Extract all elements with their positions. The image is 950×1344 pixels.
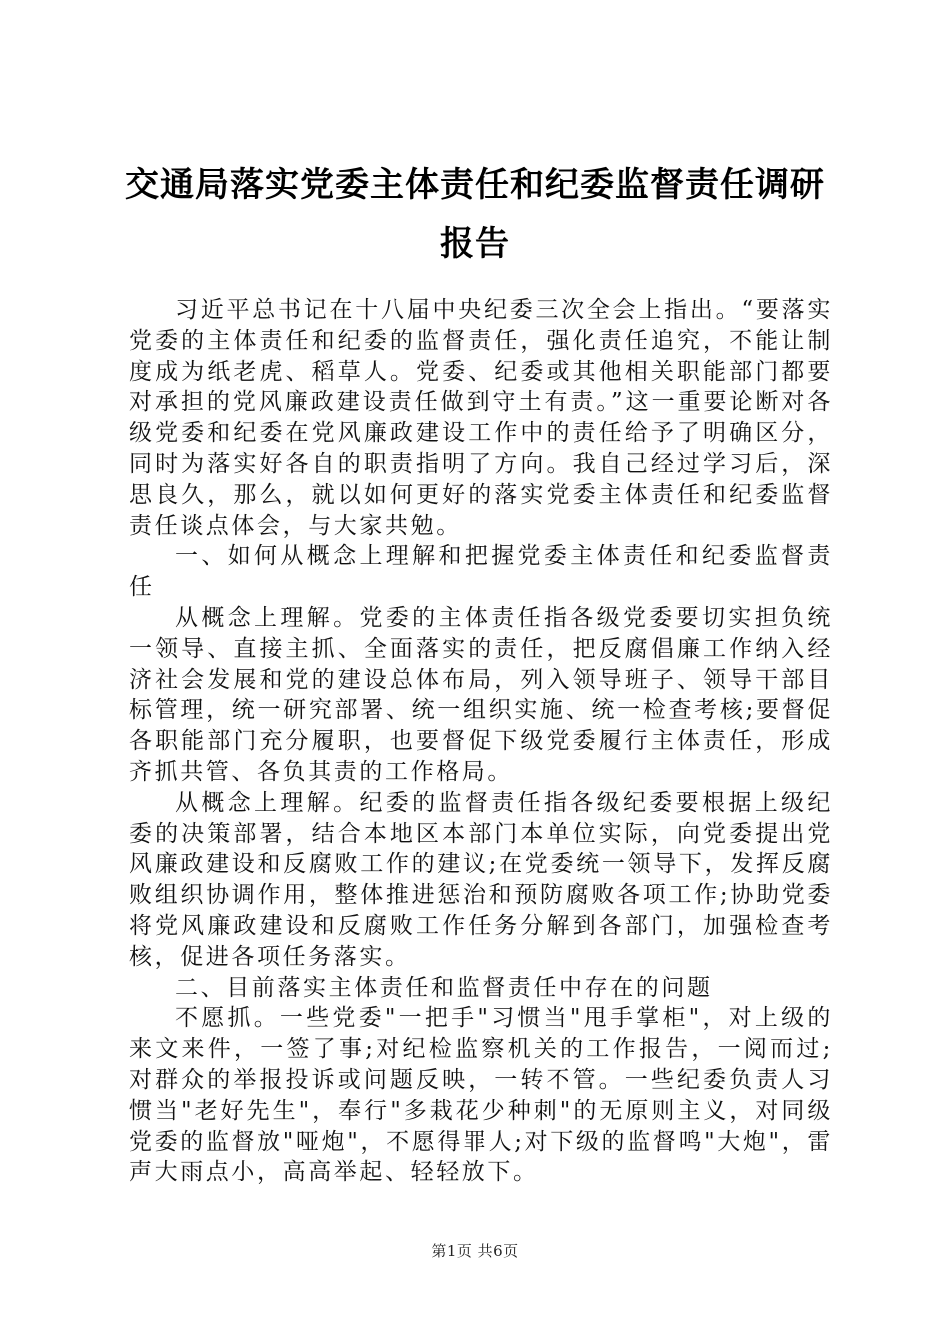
page-footer: 第1页 共6页: [431, 1242, 519, 1260]
document-title: 交通局落实党委主体责任和纪委监督责任调研报告: [125, 165, 825, 264]
paragraph-unwilling: 不愿抓。一些党委"一把手"习惯当"甩手掌柜"，对上级的来文来件，一签了事;对纪检监察机关的工作报告，一阅而过;对群众的举报投诉或问题反映，一转不管。一些纪委负责人习惯当"老好先生"，奉行"多栽花少种刺"的无原则主义，对同级党委的监督放"哑炮"，不愿得罪人;对下级的监督鸣"大炮"，雷声大雨点小，高高举起、轻轻放下。: [129, 1005, 833, 1186]
paragraph-discipline-committee-responsibility: 从概念上理解。纪委的监督责任指各级纪委要根据上级纪委的决策部署，结合本地区本部门本单位实际，向党委提出党风廉政建设和反腐败工作的建议;在党委统一领导下，发挥反腐败组织协调作用，整体推进惩治和预防腐败各项工作;协助党委将党风廉政建设和反腐败工作任务分解到各部门，加强检查考核，促进各项任务落实。: [129, 789, 833, 970]
section-heading-2: 二、目前落实主体责任和监督责任中存在的问题: [175, 974, 713, 1001]
document-body: [129, 295, 833, 1188]
paragraph-party-committee-responsibility: 从概念上理解。党委的主体责任指各级党委要切实担负统一领导、直接主抓、全面落实的责任，把反腐倡廉工作纳入经济社会发展和党的建设总体布局，列入领导班子、领导干部目标管理，统一研究部署、统一组织实施、统一检查考核;要督促各职能部门充分履职，也要督促下级党委履行主体责任，形成齐抓共管、各负其责的工作格局。: [129, 604, 833, 785]
section-heading-1: 一、如何从概念上理解和把握党委主体责任和纪委监督责任: [129, 543, 833, 601]
paragraph-intro: 习近平总书记在十八届中央纪委三次全会上指出。“要落实党委的主体责任和纪委的监督责任，强化责任追究，不能让制度成为纸老虎、稻草人。党委、纪委或其他相关职能部门都要对承担的党风廉政建设责任做到守土有责。”这一重要论断对各级党委和纪委在党风廉政建设工作中的责任给予了明确区分，同时为落实好各自的职责指明了方向。我自己经过学习后，深思良久，那么，就以如何更好的落实党委主体责任和纪委监督责任谈点体会，与大家共勉。: [129, 297, 833, 539]
